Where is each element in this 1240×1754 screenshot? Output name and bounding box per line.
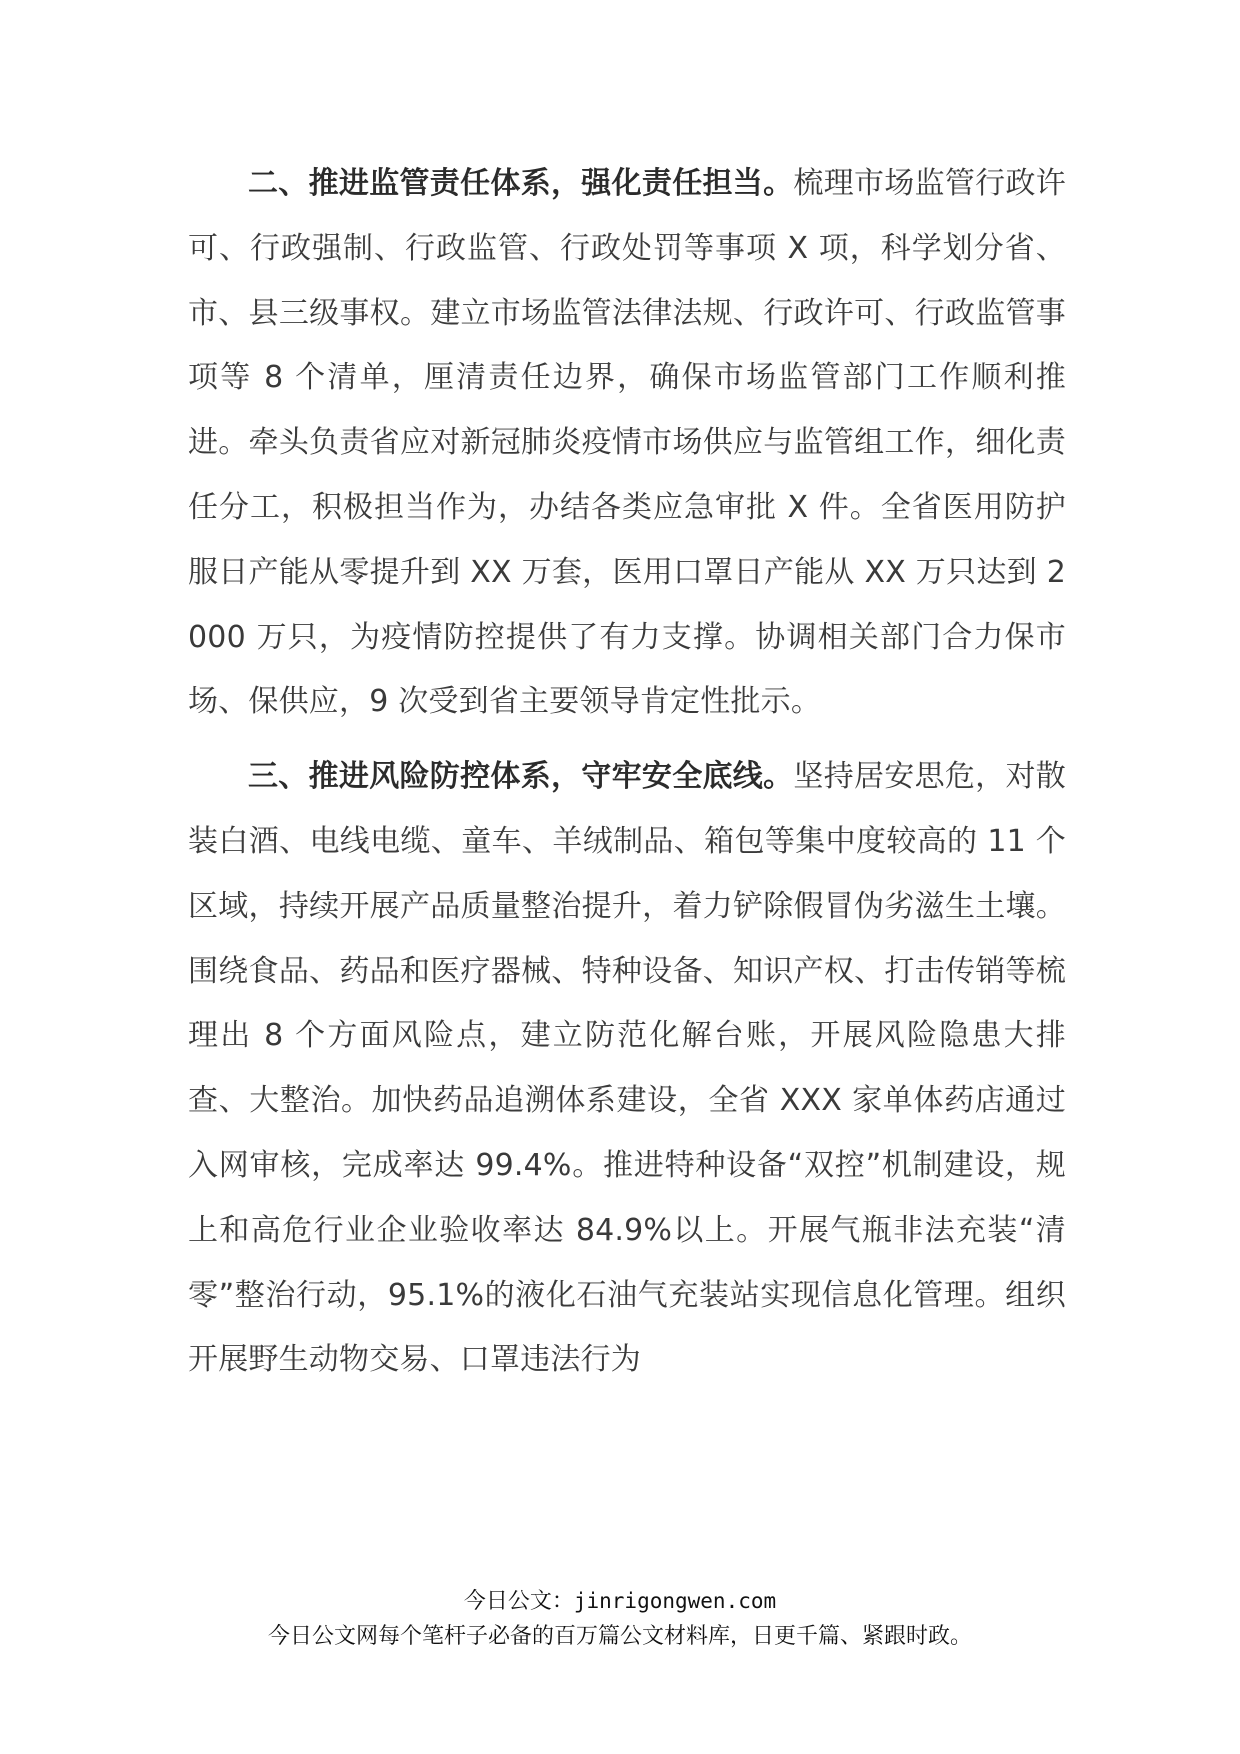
footer-slogan: 今日公文网每个笔杆子必备的百万篇公文材料库，日更千篇、紧跟时政。 xyxy=(267,1624,972,1649)
paragraph-section-2 xyxy=(188,152,1066,735)
footer-site-url[interactable]: jinrigongwen.com xyxy=(573,1589,777,1613)
section-heading-2: 二、推进监管责任体系，强化责任担当。 xyxy=(248,166,794,201)
document-body xyxy=(188,152,1066,1393)
footer-site-label: 今日公文： xyxy=(463,1589,574,1614)
paragraph-section-3 xyxy=(188,745,1066,1393)
section-text-2: 梳理市场监管行政许可、行政强制、行政监管、行政处罚等事项 X 项，科学划分省、市、县三级事权。建立市场监管法律法规、行政许可、行政监管事项等 8 个清单，厘清责任边界，确保市场监管部门工作顺利推进。牵头负责省应对新冠肺炎疫情市场供应与监管组工作，细化责任分工，积极担当作为，办结各类应急审批 X 件。全省医用防护服日产能从零提升到 XX 万套，医用口罩日产能从 XX 万只达到 2000 万只，为疫情防控提供了有力支撑。协调相关部门合力保市场、保供应，9 次受到省主要领导肯定性批示。 xyxy=(188,166,1066,720)
section-text-3: 坚持居安思危，对散装白酒、电线电缆、童车、羊绒制品、箱包等集中度较高的 11 个区域，持续开展产品质量整治提升，着力铲除假冒伪劣滋生土壤。围绕食品、药品和医疗器械、特种设备、知识产权、打击传销等梳理出 8 个方面风险点，建立防范化解台账，开展风险隐患大排查、大整治。加快药品追溯体系建设，全省 XXX 家单体药店通过入网审核，完成率达 99.4%。推进特种设备“双控”机制建设，规上和高危行业企业验收率达 84.9%以上。开展气瓶非法充装“清零”整治行动，95.1%的液化石油气充装站实现信息化管理。组织开展野生动物交易、口罩违法行为 xyxy=(188,759,1066,1378)
section-heading-3: 三、推进风险防控体系，守牢安全底线。 xyxy=(248,759,794,795)
footer-site-line xyxy=(0,1586,1240,1617)
